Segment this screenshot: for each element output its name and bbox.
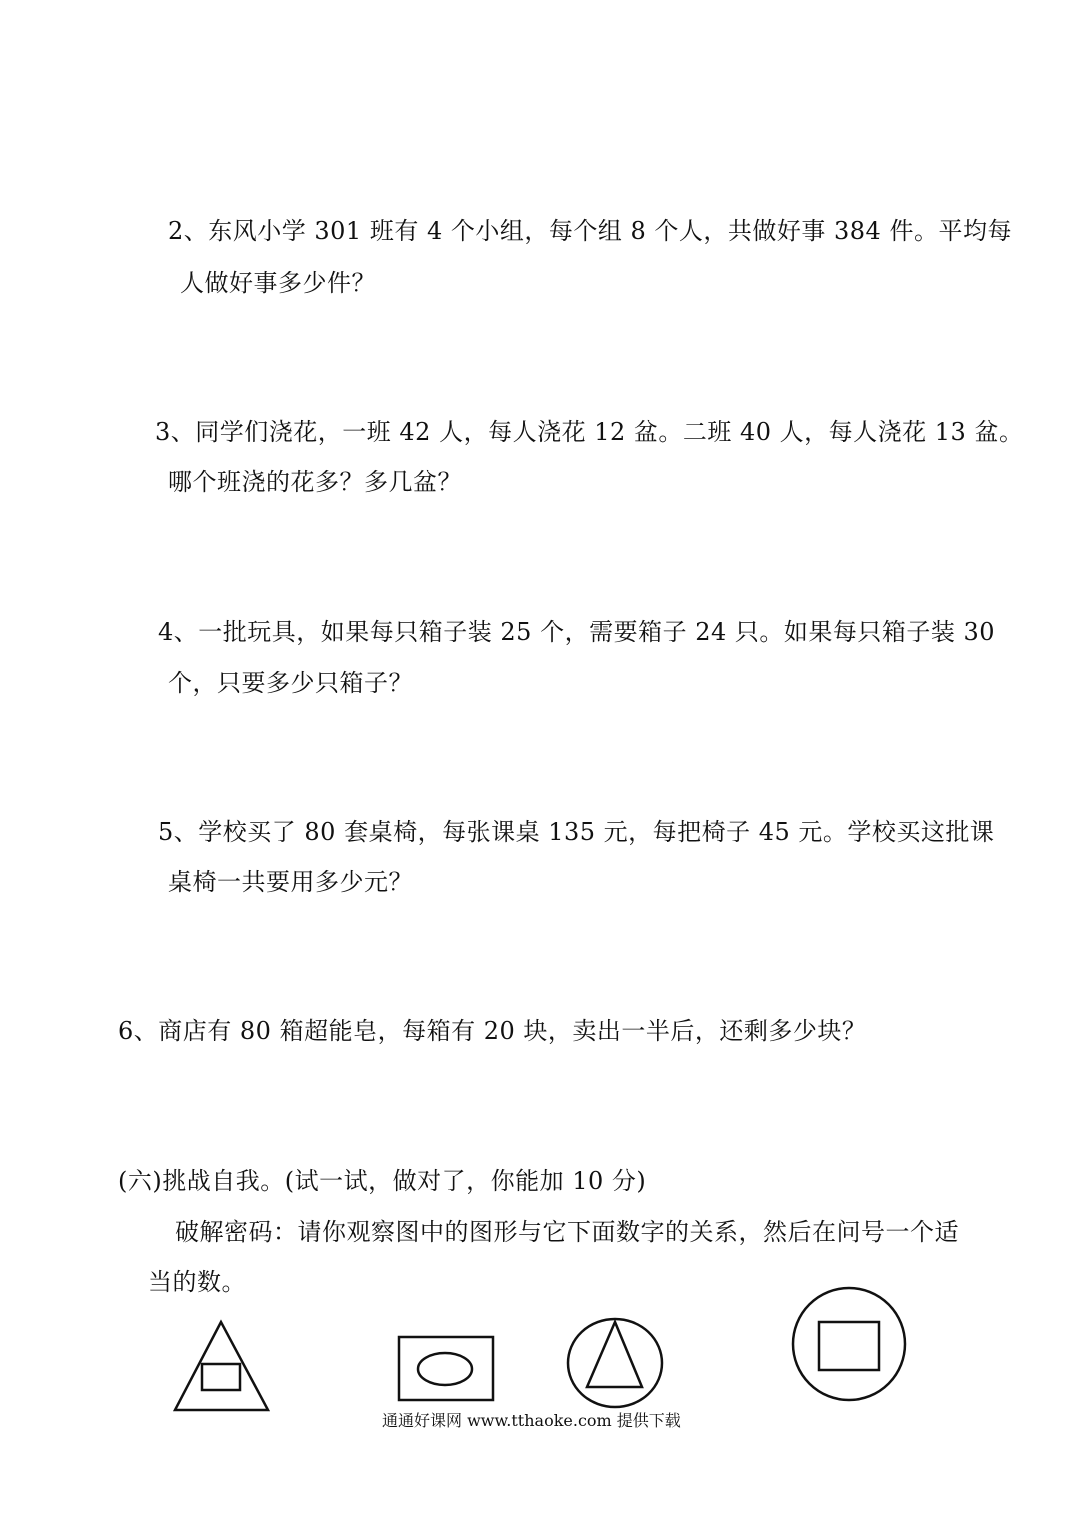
- figure-circle-with-triangle: [568, 1319, 662, 1407]
- outer-circle-shape: [568, 1319, 662, 1407]
- figure-rectangle-with-ellipse: [399, 1337, 493, 1400]
- outer-circle-shape: [793, 1288, 905, 1400]
- section-6-instruction-line-1: 破解密码：请你观察图中的图形与它下面数字的关系，然后在问号一个适: [175, 1218, 959, 1246]
- outer-rectangle-shape: [399, 1337, 493, 1400]
- problem-5-line-1: 5、学校买了 80 套桌椅，每张课桌 135 元，每把椅子 45 元。学校买这批课: [158, 818, 995, 846]
- figure-triangle-with-rectangle: [175, 1322, 268, 1410]
- problem-2-line-2: 人做好事多少件？: [180, 269, 376, 297]
- section-6-instruction-line-2: 当的数。: [148, 1268, 246, 1296]
- footer-source: 通通好课网 www.tthaoke.com 提供下载: [382, 1411, 681, 1430]
- inner-rectangle-shape: [202, 1364, 240, 1390]
- outer-triangle-shape: [175, 1322, 268, 1410]
- inner-ellipse-shape: [418, 1353, 472, 1385]
- problem-3-line-2: 哪个班浇的花多？多几盆？: [168, 468, 462, 496]
- inner-rectangle-shape: [819, 1322, 879, 1370]
- problem-6-line-1: 6、商店有 80 箱超能皂，每箱有 20 块，卖出一半后，还剩多少块？: [118, 1017, 867, 1045]
- problem-4-line-1: 4、一批玩具，如果每只箱子装 25 个，需要箱子 24 只。如果每只箱子装 30: [158, 618, 996, 646]
- problem-4-line-2: 个，只要多少只箱子？: [168, 669, 413, 697]
- inner-triangle-shape: [587, 1322, 642, 1387]
- problem-5-line-2: 桌椅一共要用多少元？: [168, 868, 413, 896]
- figure-circle-with-rectangle: [793, 1288, 905, 1400]
- problem-3-line-1: 3、同学们浇花，一班 42 人，每人浇花 12 盆。二班 40 人，每人浇花 13 盆。: [155, 418, 1024, 446]
- problem-2-line-1: 2、东风小学 301 班有 4 个小组，每个组 8 个人，共做好事 384 件。平均每: [168, 217, 1012, 245]
- section-6-title: (六)挑战自我。(试一试，做对了，你能加 10 分): [118, 1167, 647, 1195]
